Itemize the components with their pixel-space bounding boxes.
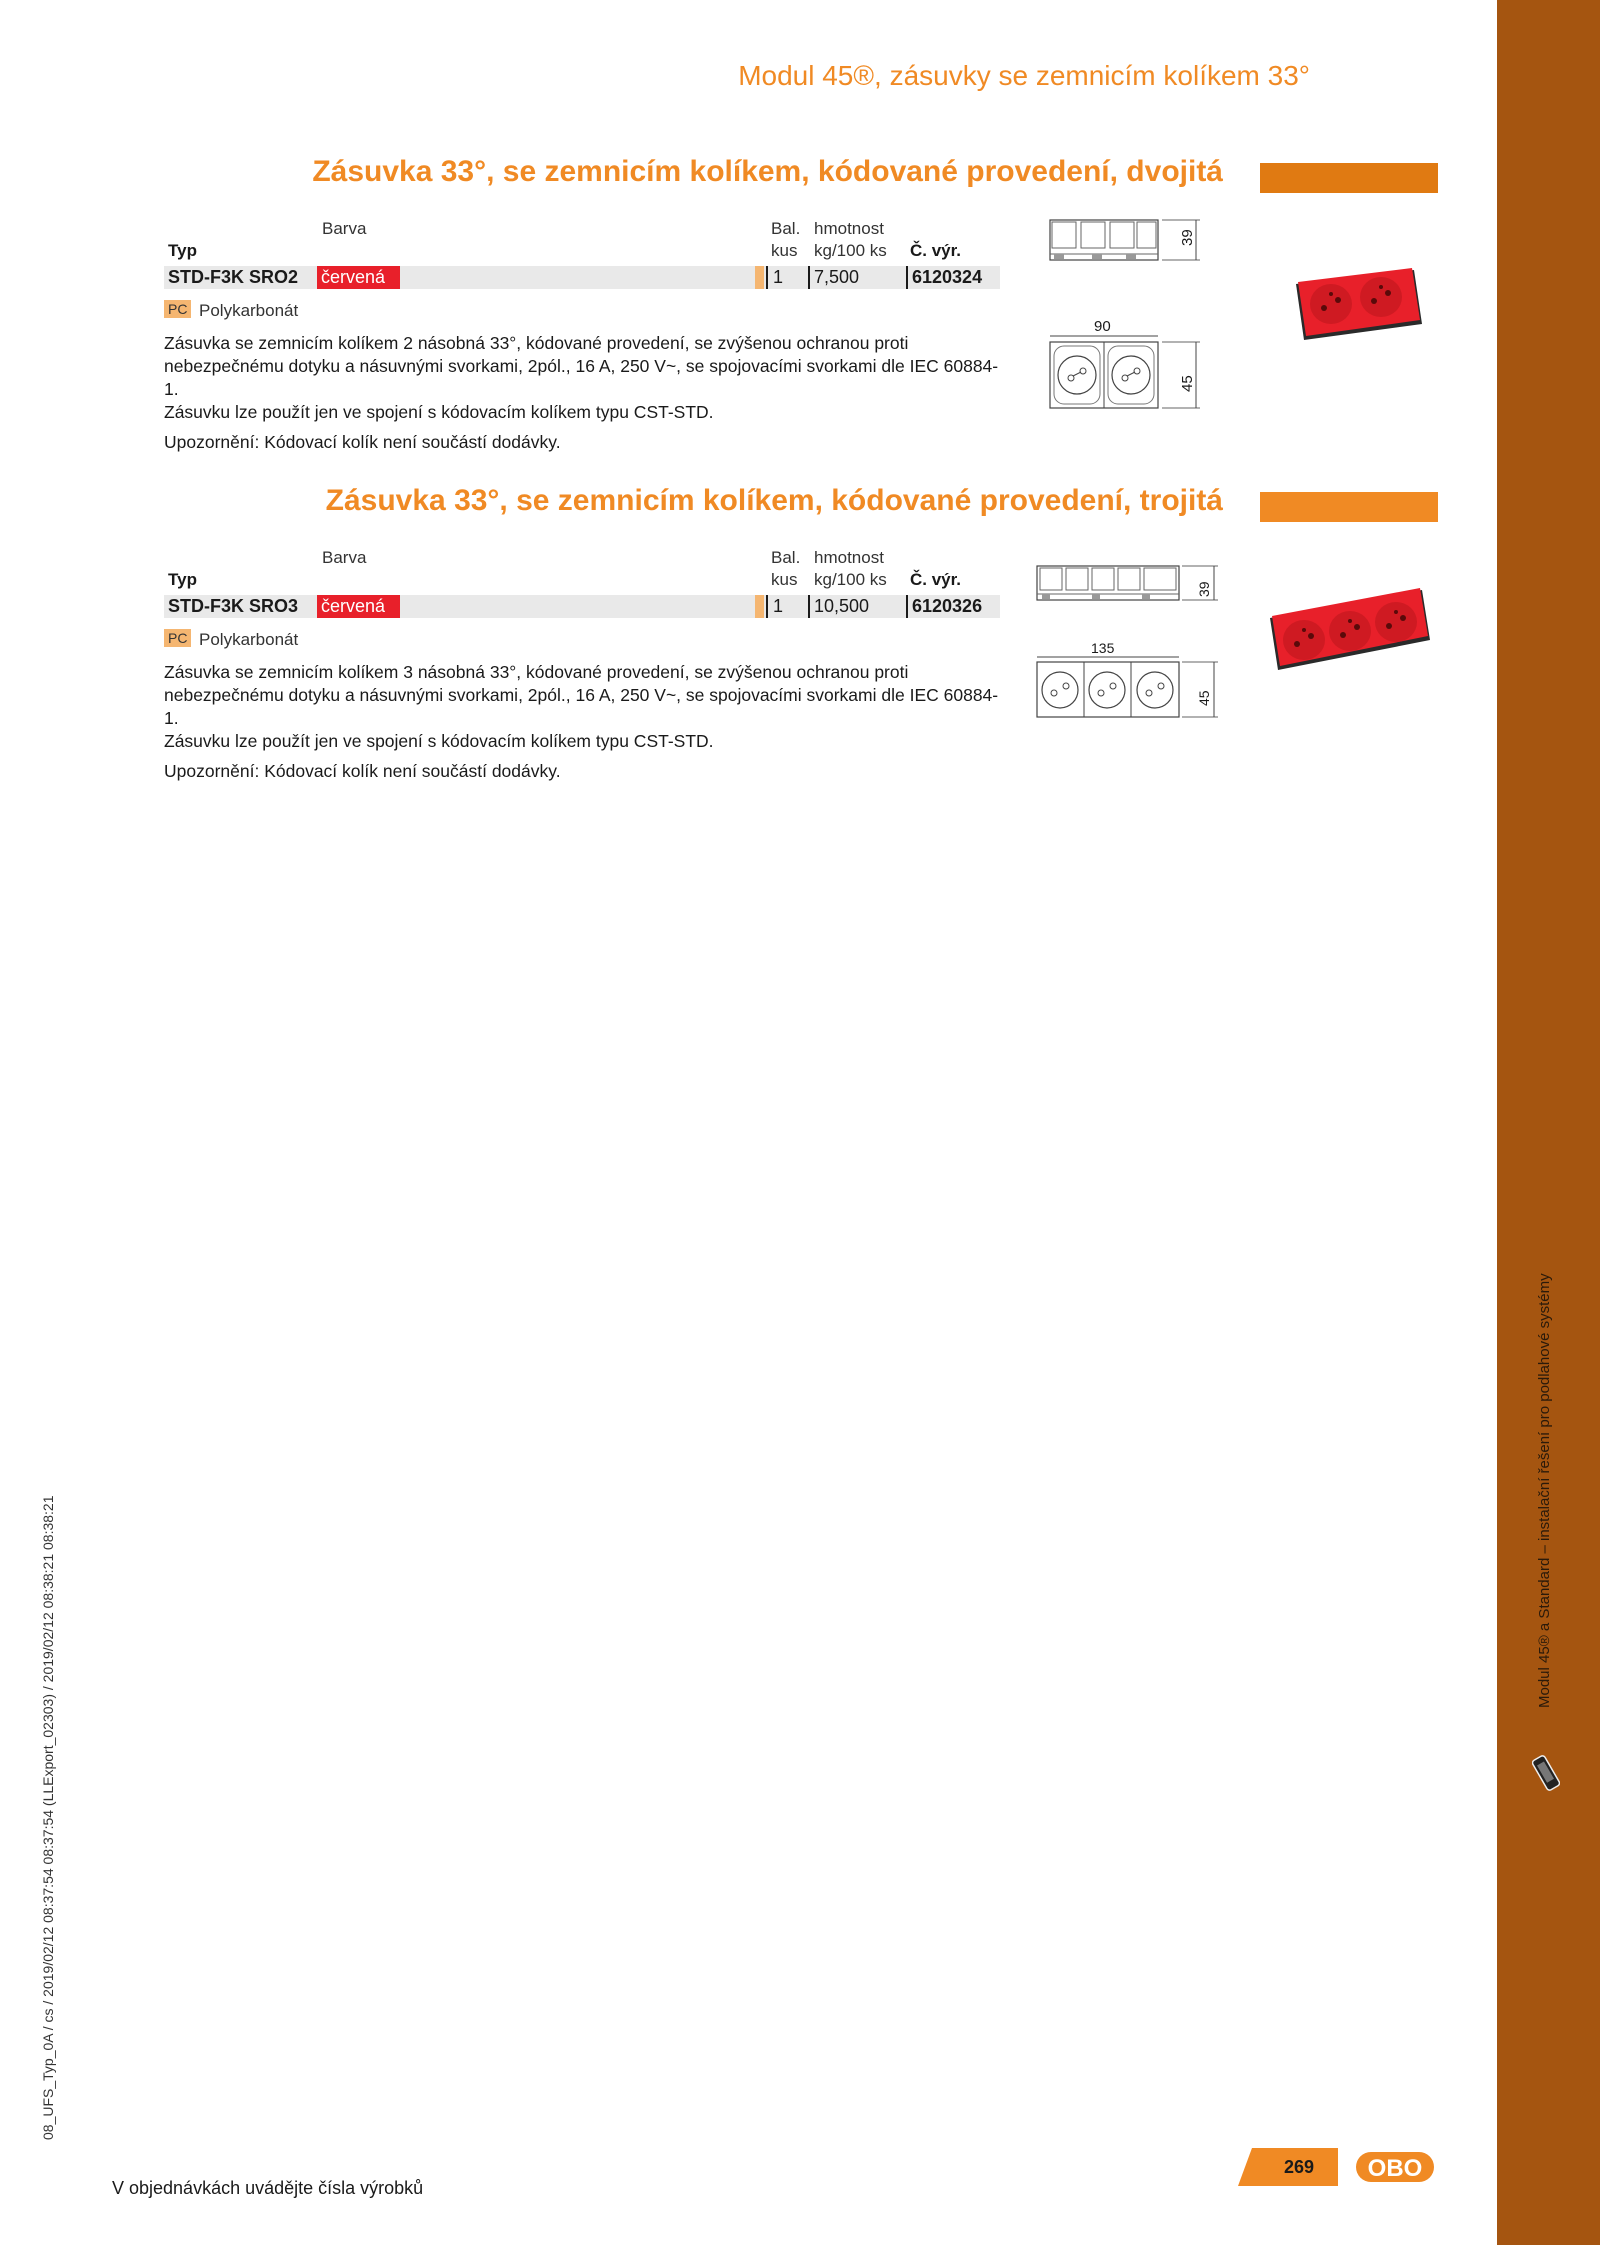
product-article: 6120324 [912, 267, 983, 287]
side-view-drawing [1032, 560, 1222, 610]
width-dimension: 90 [1094, 318, 1111, 335]
product-type: STD-F3K SRO3 [168, 596, 299, 616]
double-socket-image [1286, 264, 1428, 354]
column-pack-label-top: Bal. [771, 219, 801, 238]
material-name: Polykarbonát [199, 630, 299, 649]
triple-socket-image [1262, 582, 1434, 686]
material-name: Polykarbonát [199, 301, 299, 320]
usage-text: Zásuvku lze použít jen ve spojení s kódovacím kolíkem typu CST-STD. [164, 731, 714, 751]
section-marker [1260, 163, 1438, 193]
column-color-label: Barva [322, 548, 367, 567]
height-dimension: 45 [1179, 375, 1196, 392]
product-article: 6120326 [912, 596, 983, 616]
usage-text: Zásuvku lze použít jen ve spojení s kódovacím kolíkem typu CST-STD. [164, 402, 714, 422]
side-label: Modul 45® a Standard – instalační řešení pro podlahové systémy [1536, 1273, 1553, 1708]
product-color: červená [317, 266, 400, 289]
side-band [1497, 0, 1600, 2245]
warning-text: Upozornění: Kódovací kolík není součástí dodávky. [164, 432, 561, 452]
section-title-double: Zásuvka 33°, se zemnicím kolíkem, kódované provedení, dvojitá [312, 155, 1223, 188]
column-color-label: Barva [322, 219, 367, 238]
material-code: PC [164, 300, 191, 318]
column-divider [766, 266, 768, 289]
column-article-label: Č. výr. [910, 570, 962, 589]
width-dimension: 135 [1091, 640, 1115, 656]
footer-note: V objednávkách uvádějte čísla výrobků [112, 2178, 424, 2198]
product-type: STD-F3K SRO2 [168, 267, 299, 287]
obo-logo [1355, 2150, 1435, 2184]
column-weight-label-top: hmotnost [814, 548, 884, 567]
column-divider [906, 266, 908, 289]
depth-dimension: 39 [1179, 229, 1196, 246]
column-type-label: Typ [168, 570, 197, 589]
section-marker [1260, 492, 1438, 522]
column-divider [766, 595, 768, 618]
column-weight-label-top: hmotnost [814, 219, 884, 238]
product-color: červená [317, 595, 400, 618]
product-pack: 1 [773, 267, 784, 287]
column-type-label: Typ [168, 241, 197, 260]
product-description [164, 332, 1004, 454]
page-title: Modul 45®, zásuvky se zemnicím kolíkem 33° [738, 60, 1310, 91]
column-pack-label-bottom: kus [771, 241, 798, 260]
warning-text: Upozornění: Kódovací kolík není součástí dodávky. [164, 761, 561, 781]
section-title-triple: Zásuvka 33°, se zemnicím kolíkem, kódované provedení, trojitá [325, 484, 1223, 517]
description-text: Zásuvka se zemnicím kolíkem 3 násobná 33°, kódované provedení, se zvýšenou ochranou proti nebezpečnému dotyku a násuvnými svorkami, 2pól., 16 A, 250 V~, se spojovacími svorkami dle IEC 60884-1. [164, 662, 999, 728]
column-divider [906, 595, 908, 618]
product-weight: 7,500 [814, 267, 860, 287]
product-description [164, 661, 1004, 783]
description-text: Zásuvka se zemnicím kolíkem 2 násobná 33°, kódované provedení, se zvýšenou ochranou proti nebezpečnému dotyku a násuvnými svorkami, 2pól., 16 A, 250 V~, se spojovacími svorkami dle IEC 60884-1. [164, 333, 999, 399]
product-weight: 10,500 [814, 596, 870, 616]
height-dimension: 45 [1196, 690, 1212, 706]
device-icon [1532, 1752, 1560, 1794]
column-divider [808, 266, 810, 289]
column-article-label: Č. výr. [910, 241, 962, 260]
column-weight-label-bottom: kg/100 ks [814, 241, 887, 260]
svg-text:OBO: OBO [1367, 2155, 1423, 2182]
product-pack: 1 [773, 596, 784, 616]
column-pack-label-top: Bal. [771, 548, 801, 567]
color-marker [755, 266, 764, 289]
material-code: PC [164, 629, 191, 647]
column-weight-label-bottom: kg/100 ks [814, 570, 887, 589]
column-divider [808, 595, 810, 618]
print-meta: 08_UFS_Typ_0A / cs / 2019/02/12 08:37:54 08:37:54 (LLExport_02303) / 2019/02/12 08:38:21 08:38:21 [40, 1495, 56, 2140]
column-pack-label-bottom: kus [771, 570, 798, 589]
color-marker [755, 595, 764, 618]
depth-dimension: 39 [1196, 581, 1212, 597]
page-number: 269 [1283, 2157, 1315, 2177]
front-view-drawing [1032, 656, 1222, 726]
